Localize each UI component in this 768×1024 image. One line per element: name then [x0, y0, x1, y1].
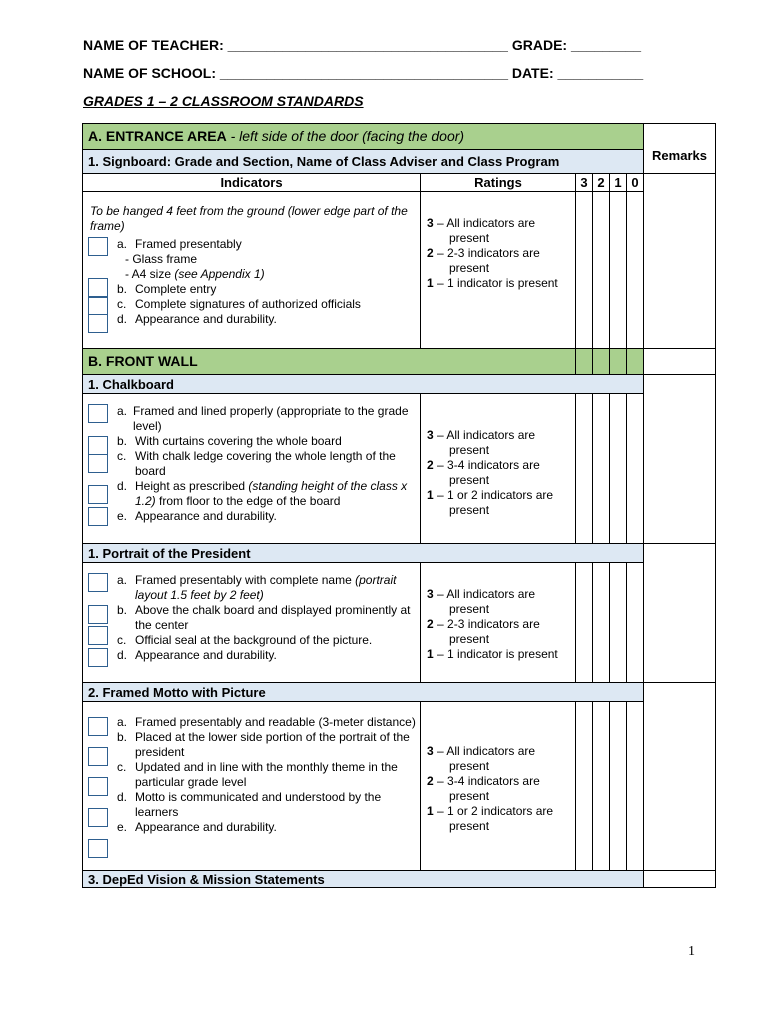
rating-line: 1 – 1 indicator is present [427, 647, 558, 661]
signboard-subheading: 1. Signboard: Grade and Section, Name of Class Adviser and Class Program [83, 150, 644, 174]
rating-cell[interactable] [610, 192, 627, 349]
rating-cell[interactable] [576, 192, 593, 349]
checkbox[interactable] [88, 839, 108, 858]
indicator-item: a. Framed presentably [117, 237, 242, 251]
remarks-cell[interactable] [644, 544, 716, 683]
rating-line: 2 – 2-3 indicators are present [427, 617, 540, 646]
indicators-header: Indicators [83, 174, 421, 192]
indicator-item: d. Motto is communicated and understood by the learners [117, 790, 382, 819]
rating-cell[interactable] [610, 563, 627, 683]
section-b-heading: B. FRONT WALL [83, 349, 576, 375]
indicator-item: c. With chalk ledge covering the whole length of the board [117, 449, 396, 478]
indicator-item: e. Appearance and durability. [117, 509, 277, 523]
signboard-ratings [421, 192, 576, 349]
rating-line: 3 – All indicators are present [427, 428, 536, 457]
rating-cell[interactable] [627, 192, 644, 349]
school-date-line [83, 65, 643, 81]
indicator-item: e. Appearance and durability. [117, 820, 277, 834]
remarks-cell[interactable] [644, 349, 716, 375]
rating-cell[interactable] [593, 394, 610, 544]
teacher-label: NAME OF TEACHER: [83, 37, 224, 53]
indicator-item: a. Framed presentably with complete name (portrait layout 1.5 feet by 2 feet) [117, 573, 397, 602]
rating-col-2: 2 [593, 174, 610, 192]
date-label: DATE: [511, 65, 554, 81]
rating-cell[interactable] [593, 563, 610, 683]
indicator-item: c. Official seal at the background of the picture. [117, 633, 373, 647]
teacher-field[interactable]: ____________________________________ [227, 37, 508, 53]
section-a-label: A. ENTRANCE AREA [88, 128, 227, 144]
rating-cell[interactable] [576, 702, 593, 871]
indicator-item: d. Appearance and durability. [117, 312, 277, 326]
rating-cell[interactable] [593, 192, 610, 349]
signboard-indicators [83, 192, 421, 349]
page-number: 1 [688, 944, 695, 959]
remarks-cell[interactable] [644, 683, 716, 871]
rating-cell[interactable] [627, 563, 644, 683]
indicator-item: a. Framed and lined properly (appropriate to the grade level) [117, 404, 409, 433]
indicator-item: b. Placed at the lower side portion of the portrait of the president [117, 730, 410, 759]
grade-field[interactable]: _________ [571, 37, 642, 53]
rating-line: 2 – 2-3 indicators are present [427, 246, 540, 275]
portrait-subheading: 1. Portrait of the President [83, 544, 644, 563]
rating-cell[interactable] [627, 702, 644, 871]
motto-ratings [421, 702, 576, 871]
rating-line: 3 – All indicators are present [427, 744, 536, 773]
remarks-cell[interactable] [644, 871, 716, 888]
motto-indicators [83, 702, 421, 871]
rating-cell[interactable] [576, 563, 593, 683]
indicator-item: c. Complete signatures of authorized officials [117, 297, 361, 311]
chalkboard-ratings [421, 394, 576, 544]
indicator-subitem: - A4 size (see Appendix 1) [125, 267, 265, 281]
indicator-item: d. Appearance and durability. [117, 648, 277, 662]
rating-col-1: 1 [610, 174, 627, 192]
rating-line: 1 – 1 indicator is present [427, 276, 558, 290]
vision-subheading: 3. DepEd Vision & Mission Statements [83, 871, 644, 888]
rating-cell[interactable] [610, 394, 627, 544]
rating-line: 1 – 1 or 2 indicators are present [427, 804, 554, 833]
rating-col-0: 0 [627, 174, 644, 192]
rating-line: 1 – 1 or 2 indicators are present [427, 488, 554, 517]
chalkboard-indicators [83, 394, 421, 544]
ratings-header: Ratings [421, 174, 576, 192]
school-field[interactable]: _____________________________________ [219, 65, 508, 81]
indicator-item: d. Height as prescribed (standing height of the class x 1.2) from floor to the edge of the board [117, 479, 408, 508]
rating-line: 3 – All indicators are present [427, 587, 536, 616]
rating-line: 2 – 3-4 indicators are present [427, 458, 540, 487]
motto-subheading: 2. Framed Motto with Picture [83, 683, 644, 702]
indicator-item: b. Complete entry [117, 282, 217, 296]
rating-cell[interactable] [593, 702, 610, 871]
chalkboard-subheading: 1. Chalkboard [83, 375, 644, 394]
portrait-indicators [83, 563, 421, 683]
remarks-header: Remarks [644, 124, 716, 174]
remarks-cell[interactable] [644, 375, 716, 544]
rating-cell[interactable] [627, 394, 644, 544]
standards-table [82, 123, 716, 888]
indicator-item: c. Updated and in line with the monthly theme in the particular grade level [117, 760, 398, 789]
indicator-item: b. With curtains covering the whole board [117, 434, 342, 448]
date-field[interactable]: ___________ [557, 65, 644, 81]
rating-col-3: 3 [576, 174, 593, 192]
signboard-intro: To be hanged 4 feet from the ground (lower edge part of the frame) [90, 204, 408, 233]
portrait-ratings [421, 563, 576, 683]
remarks-cell[interactable] [644, 174, 716, 349]
grade-label: GRADE: [511, 37, 568, 53]
indicator-item: a. Framed presentably and readable (3-meter distance) [117, 715, 416, 729]
school-label: NAME OF SCHOOL: [83, 65, 216, 81]
rating-cell[interactable] [576, 394, 593, 544]
indicator-item: b. Above the chalk board and displayed prominently at the center [117, 603, 411, 632]
section-a-heading [83, 124, 644, 150]
rating-line: 3 – All indicators are present [427, 216, 536, 245]
rating-cell[interactable] [610, 702, 627, 871]
indicator-subitem: - Glass frame [125, 252, 198, 266]
section-a-note: - left side of the door (facing the door) [226, 128, 465, 144]
rating-line: 2 – 3-4 indicators are present [427, 774, 540, 803]
teacher-grade-line [83, 37, 641, 53]
page-title: GRADES 1 – 2 CLASSROOM STANDARDS [83, 93, 364, 109]
